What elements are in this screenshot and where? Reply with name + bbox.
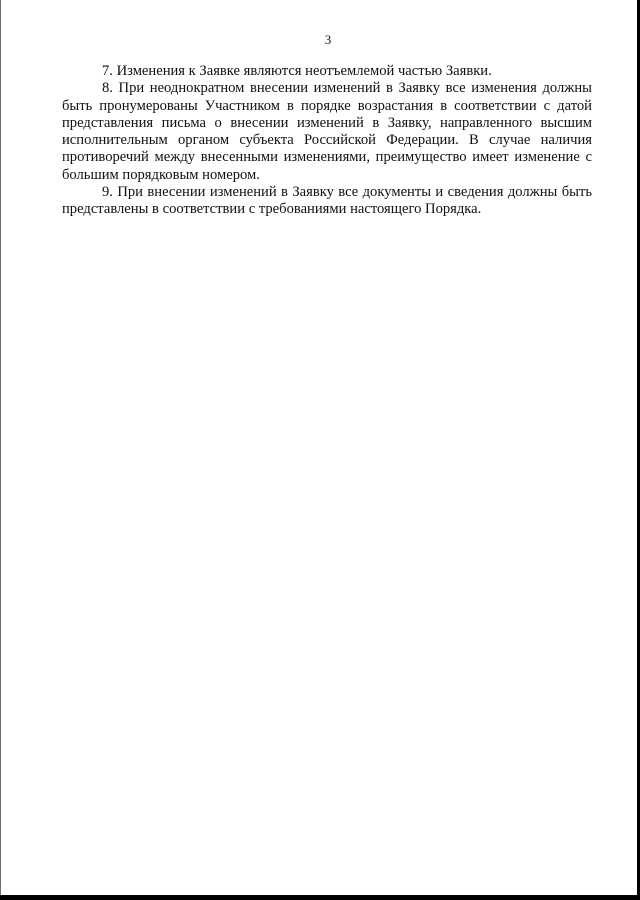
document-body	[62, 63, 592, 219]
paragraph-7: 7. Изменения к Заявке являются неотъемлемой частью Заявки.	[102, 63, 492, 79]
paragraph-8: 8. При неоднократном внесении изменений в Заявку все изменения должны быть пронумерованы Участником в порядке возрастания в соответствии с датой представления письма о внесении изменений в Заявку, направленного высшим исполнительным органом субъекта Российской Федерации. В случае наличия противоречий между внесенными изменениями, преимущество имеет изменение с большим порядковым номером.	[62, 80, 592, 183]
scan-edge-left	[0, 0, 1, 900]
scan-edge-bottom	[0, 895, 640, 900]
paragraph-9: 9. При внесении изменений в Заявку все документы и сведения должны быть представлены в соответствии с требованиями настоящего Порядка.	[62, 184, 592, 218]
page-number: 3	[324, 32, 332, 47]
